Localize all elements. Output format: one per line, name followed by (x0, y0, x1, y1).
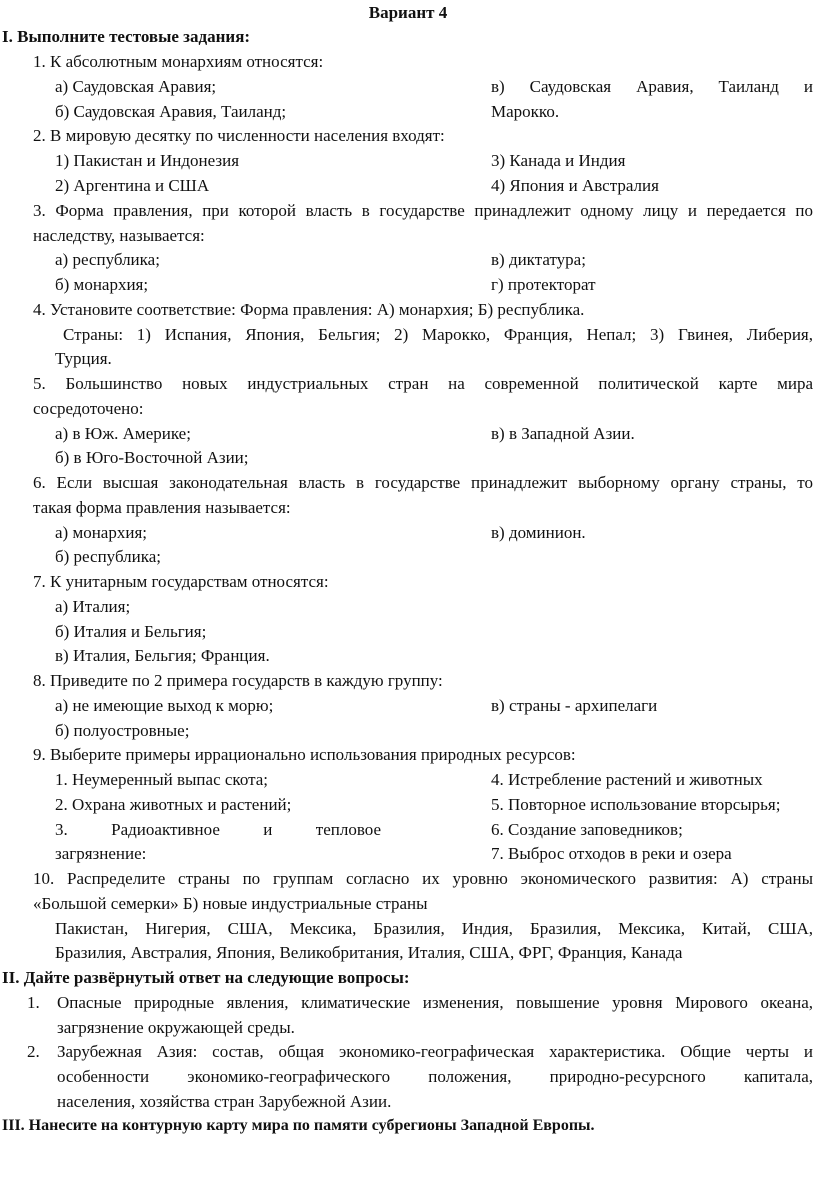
section-2-item-1-number: 1. (27, 993, 40, 1012)
q6-option-b: б) республика; (55, 547, 162, 566)
question-6: 6. Если высшая законодательная власть в государстве принадлежит выборному органу страны, то (33, 473, 813, 492)
question-4-countries: Страны: 1) Испания, Япония, Бельгия; 2) Марокко, Франция, Непал; 3) Гвинея, Либерия, (63, 325, 813, 344)
question-6-cont: такая форма правления называется: (33, 498, 291, 517)
q9-option-4: 4. Истребление растений и животных (491, 770, 763, 789)
q9-option-5: 5. Повторное использование вторсырья; (491, 795, 781, 814)
question-3: 3. Форма правления, при которой власть в государстве принадлежит одному лицу и передается по (33, 201, 813, 220)
q1-option-a: а) Саудовская Аравия; (55, 77, 217, 96)
q7-option-b: б) Италия и Бельгия; (55, 622, 207, 641)
q3-option-c: в) диктатура; (491, 250, 586, 269)
question-4-cont: Турция. (55, 349, 112, 368)
question-2: 2. В мировую десятку по численности населения входят: (33, 126, 445, 145)
question-4: 4. Установите соответствие: Форма правления: А) монархия; Б) республика. (33, 300, 585, 319)
q9-option-6: 6. Создание заповедников; (491, 820, 683, 839)
question-8: 8. Приведите по 2 примера государств в каждую группу: (33, 671, 443, 690)
question-10-cont: «Большой семерки» Б) новые индустриальные страны (33, 894, 428, 913)
q2-option-4: 4) Япония и Австралия (491, 176, 659, 195)
question-5-cont: сосредоточено: (33, 399, 144, 418)
q8-option-a: а) не имеющие выход к морю; (55, 696, 274, 715)
section-2-item-1: Опасные природные явления, климатические изменения, повышение уровня Мирового океана, (57, 993, 813, 1012)
q1-option-b: б) Саудовская Аравия, Таиланд; (55, 102, 287, 121)
q3-option-a: а) республика; (55, 250, 160, 269)
section-2-item-1-cont: загрязнение окружающей среды. (57, 1018, 295, 1037)
question-5: 5. Большинство новых индустриальных стран на современной политической карте мира (33, 374, 813, 393)
section-3-heading: III. Нанесите на контурную карту мира по памяти субрегионы Западной Европы. (2, 1117, 595, 1134)
q2-option-1: 1) Пакистан и Индонезия (55, 151, 240, 170)
question-9: 9. Выберите примеры иррационально использования природных ресурсов: (33, 745, 576, 764)
q6-option-c: в) доминион. (491, 523, 586, 542)
q7-option-a: а) Италия; (55, 597, 131, 616)
question-3-cont: наследству, называется: (33, 226, 205, 245)
q5-option-b: б) в Юго-Восточной Азии; (55, 448, 249, 467)
q2-option-3: 3) Канада и Индия (491, 151, 626, 170)
question-1: 1. К абсолютным монархиям относятся: (33, 52, 324, 71)
q8-option-c: в) страны - архипелаги (491, 696, 658, 715)
variant-title: Вариант 4 (368, 3, 448, 22)
q8-option-b: б) полуостровные; (55, 721, 190, 740)
q1-option-c-cont: Марокко. (491, 102, 560, 121)
q1-option-c: в) Саудовская Аравия, Таиланд и (491, 77, 813, 96)
q3-option-b: б) монархия; (55, 275, 149, 294)
q9-option-3: 3. Радиоактивное и тепловое (55, 820, 381, 839)
q5-option-c: в) в Западной Азии. (491, 424, 635, 443)
q2-option-2: 2) Аргентина и США (55, 176, 210, 195)
section-1-heading: I. Выполните тестовые задания: (2, 27, 251, 46)
q6-option-a: а) монархия; (55, 523, 147, 542)
q9-option-2: 2. Охрана животных и растений; (55, 795, 292, 814)
question-7: 7. К унитарным государствам относятся: (33, 572, 329, 591)
section-2-heading: II. Дайте развёрнутый ответ на следующие вопросы: (2, 968, 410, 987)
q9-option-1: 1. Неумеренный выпас скота; (55, 770, 268, 789)
question-10-countries-cont: Бразилия, Австралия, Япония, Великобритания, Италия, США, ФРГ, Франция, Канада (55, 943, 683, 962)
question-10-countries: Пакистан, Нигерия, США, Мексика, Бразилия, Индия, Бразилия, Мексика, Китай, США, (55, 919, 813, 938)
section-2-item-2-cont: особенности экономико-географического положения, природно-ресурсного капитала, (57, 1067, 813, 1086)
q9-option-7: 7. Выброс отходов в реки и озера (491, 844, 732, 863)
q7-option-c: в) Италия, Бельгия; Франция. (55, 646, 270, 665)
q9-option-3-cont: загрязнение: (55, 844, 147, 863)
section-2-item-2-cont-2: населения, хозяйства стран Зарубежной Азии. (57, 1092, 392, 1111)
question-10: 10. Распределите страны по группам согласно их уровню экономического развития: А) страны (33, 869, 813, 888)
q5-option-a: а) в Юж. Америке; (55, 424, 191, 443)
section-2-item-2: Зарубежная Азия: состав, общая экономико-географическая характеристика. Общие черты и (57, 1042, 813, 1061)
q3-option-d: г) протекторат (491, 275, 596, 294)
section-2-item-2-number: 2. (27, 1042, 40, 1061)
